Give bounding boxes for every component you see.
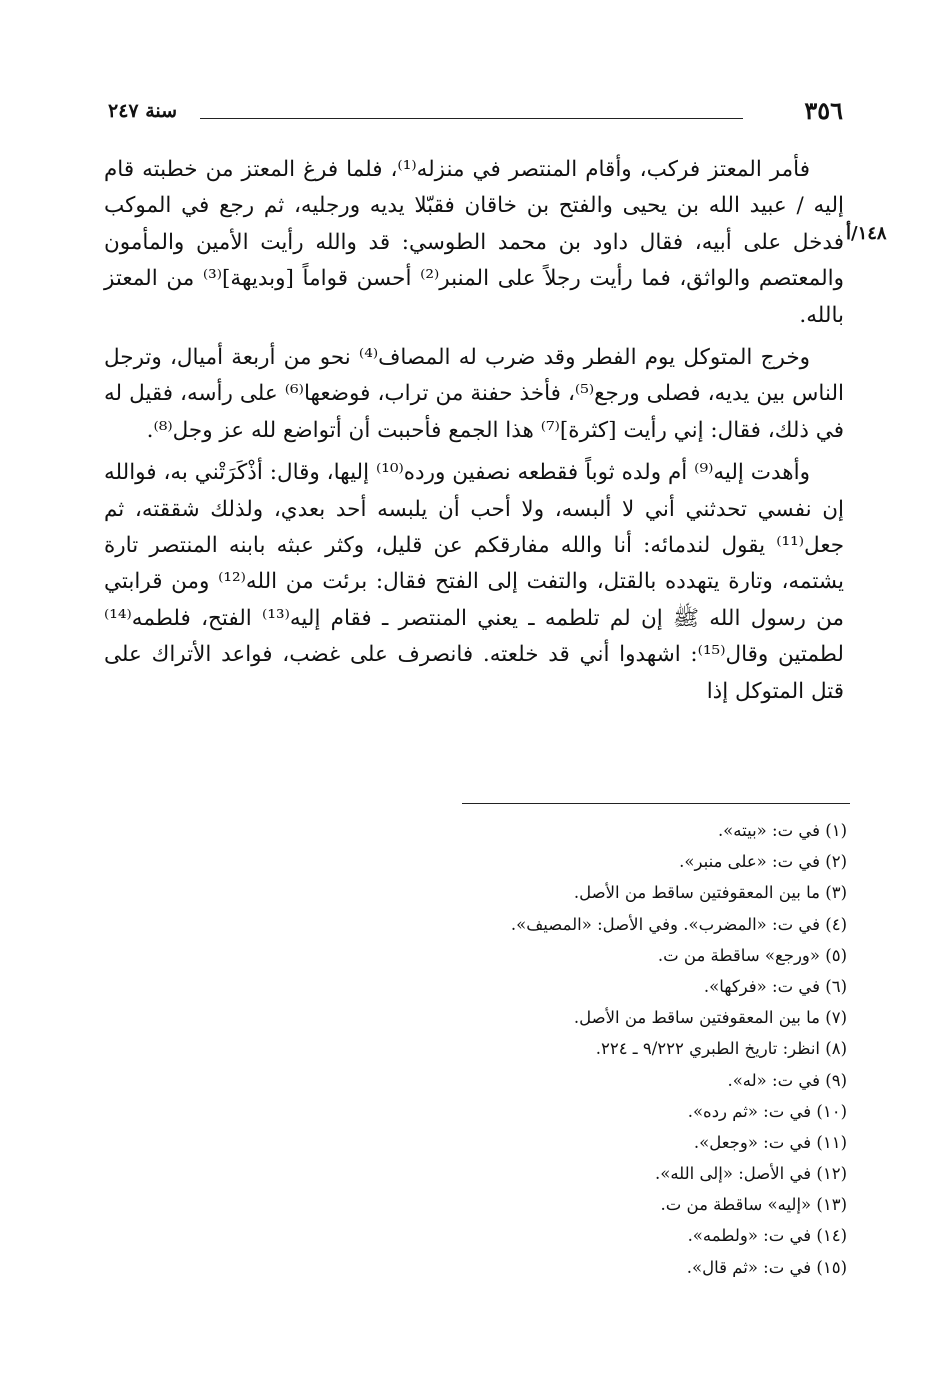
footnote: (١٣) «إليه» ساقطة من ت.: [660, 1195, 847, 1215]
footnote: (١١) في ت: «وجعل».: [693, 1132, 847, 1152]
footnote: (١٤) في ت: «ولطمه».: [687, 1226, 847, 1246]
paragraph: وأهدت إليه⁽⁹⁾ أم ولده ثوباً فقطعه نصفين ورده⁽¹⁰⁾ إليها، وقال: أذْكَرَتْني به، فوالله إن نفسي تحدثني أني لا ألبسه، ولا أحب أن يلبسه أحد بعدي، ولذلك شققته، ثم جعل⁽¹¹⁾ يقول لندمائه: أنا والله مفارقكم عن قليل، وكثر عبثه بابنه المنتصر تارة يشتمه، وتارة يتهدده بالقتل، والتفت إلى الفتح فقال: برئت من الله⁽¹²⁾ ومن قرابتي من رسول الله ﷺ إن لم تلطمه ـ يعني المنتصر ـ فقام إليه⁽¹³⁾ الفتح، فلطمه⁽¹⁴⁾ لطمتين وقال⁽¹⁵⁾: اشهدوا أني قد خلعته. فانصرف على غضب، فواعد الأتراك على قتل المتوكل إذا: [104, 460, 844, 704]
footnote: (٥) «ورجع» ساقطة من ت.: [657, 945, 847, 965]
paragraph: وخرج المتوكل يوم الفطر وقد ضرب له المصاف⁽⁴⁾ نحو من أربعة أميال، وترجل الناس بين يديه، فصلى ورجع⁽⁵⁾، فأخذ حفنة من تراب، فوضعها⁽⁶⁾ على رأسه، فقيل له في ذلك، فقال: إني رأيت [كثرة]⁽⁷⁾ هذا الجمع فأحببت أن أتواضع لله عز وجل⁽⁸⁾.: [104, 345, 844, 443]
footnote: (١٠) في ت: «ثم رده».: [687, 1101, 847, 1121]
footnote: (٤) في ت: «المضرب». وفي الأصل: «المصيف».: [510, 914, 847, 934]
manuscript-folio-marker: ١٤٨/أ: [846, 223, 887, 244]
footnote: (٨) انظر: تاريخ الطبري ٩/٢٢٢ ـ ٢٢٤.: [595, 1039, 847, 1059]
footnote: (٩) في ت: «له».: [727, 1070, 847, 1090]
footnote: (١٥) في ت: «ثم قال».: [686, 1257, 847, 1277]
header-rule: [200, 118, 743, 119]
page-number: ٣٥٦: [804, 96, 843, 125]
footnote-separator: [462, 803, 850, 804]
footnote: (٢) في ت: «على منبر».: [679, 852, 847, 872]
page-header: [108, 96, 843, 130]
footnote: (١٢) في الأصل: «إلى الله».: [654, 1164, 847, 1184]
main-text: [104, 152, 844, 710]
footnote: (٧) ما بين المعقوفتين ساقط من الأصل.: [573, 1008, 847, 1028]
footnote: (١) في ت: «بيته».: [717, 821, 847, 840]
running-head-year: سنة ٢٤٧: [108, 100, 178, 122]
footnote: (٦) في ت: «فركها».: [703, 976, 847, 996]
paragraph: فأمر المعتز فركب، وأقام المنتصر في منزله⁽¹⁾، فلما فرغ المعتز من خطبته قام إليه / عبيد الله بن يحيى والفتح بن خاقان فقبّلا يديه ورجليه، ثم رجع في الموكب فدخل على أبيه، فقال داود بن محمد الطوسي: قد والله رأيت الأمين والمأمون والمعتصم والواثق، فما رأيت رجلاً على المنبر⁽²⁾ أحسن قواماً [وبديهة]⁽³⁾ من المعتز بالله.: [104, 157, 844, 328]
footnotes: [147, 815, 847, 1283]
footnote: (٣) ما بين المعقوفتين ساقط من الأصل.: [573, 883, 847, 903]
